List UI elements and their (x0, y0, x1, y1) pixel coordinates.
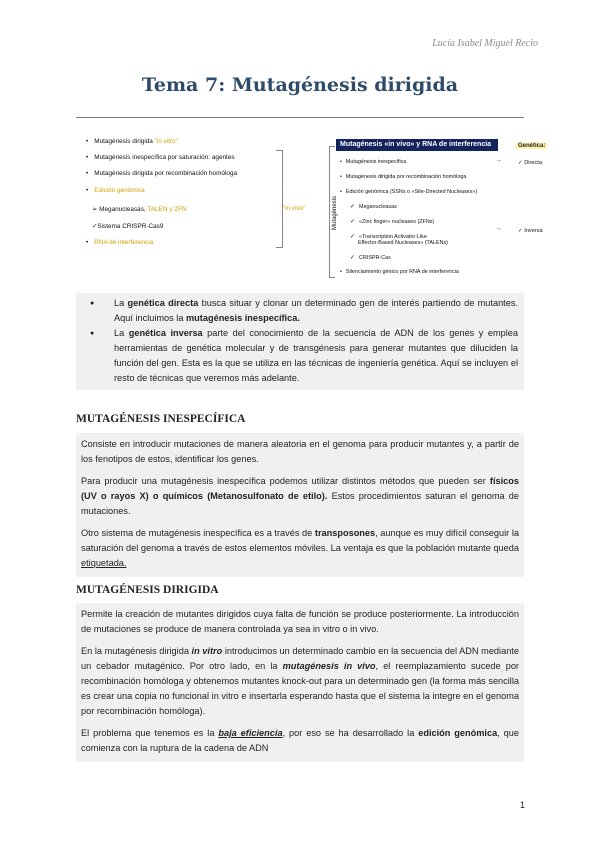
figure-vertical-label: Mutagénesis (332, 195, 339, 231)
section1-paragraph: Otro sistema de mutagénesis inespecífica es a través de transposones, aunque es muy difícil conseguir la saturación del genoma a través de estos elementos móviles. La ventaja es que la población mutante queda etiquetada. (81, 528, 519, 568)
title-divider (76, 117, 524, 118)
figure-left-item: • Edición genómica (86, 187, 145, 194)
figure-left-item: • Mutagénesis inespecífica por saturación: agentes (86, 154, 235, 161)
figure-left-item: ➢ Meganucleasas, TALEN y ZFN (92, 206, 187, 213)
figure-vertical-brace (329, 146, 335, 278)
figure-mid-item: ✓ «Transcription Activator-Like (350, 233, 427, 240)
figure-right-header: Genética: (518, 143, 546, 149)
intro-item-reverse-genetics: ● La genética inversa parte del conocimiento de la secuencia de ADN de los genes y emplea herramientas de genética molecular y de transgénesis para generar mutantes que diluciden la función del gen. Esta es la que se utiliza en las técnicas de ingeniería genética. Aquí se incluyen el resto de técnicas que veremos más adelante. (114, 326, 518, 386)
section1-box (76, 433, 524, 577)
figure-mid-item: • Silenciamiento génico por RNA de interferencia (340, 269, 459, 275)
figure-mid-item: ✓ Meganucleasas (350, 203, 397, 210)
figure-right-item: ✓ Directa (518, 160, 542, 166)
figure-arrow: → (495, 157, 502, 164)
section-heading-dirigida: MUTAGÉNESIS DIRIGIDA (76, 584, 219, 596)
figure-mid-item: ✓ «Zinc finger» nucleases (ZFNs) (350, 218, 434, 225)
section-heading-inespecifica: MUTAGÉNESIS INESPECÍFICA (76, 413, 246, 425)
figure-middle-header: Mutagénesis «in vivo» y RNA de interferencia (336, 139, 498, 151)
figure-right-item: ✓ Inversa (518, 228, 543, 234)
section2-box (76, 603, 524, 762)
section1-paragraph: Consiste en introducir mutaciones de manera aleatoria en el genoma para producir mutantes y, a partir de los fenotipos de estos, identificar los genes. (81, 439, 519, 464)
intro-list (76, 296, 524, 386)
intro-item-direct-genetics: ● La genética directa busca situar y clonar un determinado gen de interés partiendo de mutantes. Aquí incluimos la mutagénesis inespecífica. (114, 296, 518, 326)
figure-left-item: • Mutagénesis dirigida “in vitro” (86, 138, 178, 145)
section2-paragraph: Permite la creación de mutantes dirigidos cuya falta de función se produce posteriormente. La introducción de mutaciones se produce de manera controlada ya sea in vitro o in vivo. (81, 609, 519, 634)
figure-arrow: → (495, 225, 502, 232)
figure-left-item: • Mutagénesis dirigida por recombinación homóloga (86, 170, 237, 177)
figure-left-item: • RNA de interferencia (86, 239, 153, 246)
section2-paragraph: En la mutagénesis dirigida in vitro introducimos un determinado cambio en la secuencia del ADN mediante un cebador mutagénico. Por otro lado, en la mutagénesis in vivo, el reemplazamiento sucede por recombinación homóloga y obtenemos mutantes knock-out para un determinado gen (la forma más sencilla es crear una copia no funcional in vitro e insertarla esperando hasta que el sistema la integre en el genoma por recombinación homóloga). (81, 646, 519, 716)
section2-paragraph: El problema que tenemos es la baja eficiencia, por eso se ha desarrollado la edición genómica, que comienza con la ruptura de la cadena de ADN (81, 728, 519, 753)
page-title: Tema 7: Mutagénesis dirigida (141, 74, 459, 96)
intro-box (76, 293, 524, 390)
figure-brace-label: “in vivo” (283, 205, 306, 212)
figure-mid-item: ✓ CRISPR-Cas (350, 254, 391, 261)
section1-paragraph: Para producir una mutagénesis inespecífica podemos utilizar distintos métodos que pueden ser físicos (UV o rayos X) o químicos (Metanosulfonato de etilo). Estos procedimientos saturan el genoma de mutaciones. (81, 476, 520, 516)
figure-mid-item: • Mutagénesis inespecífica (340, 159, 406, 165)
figure-brace (276, 150, 283, 248)
figure-left-item: ✓Sistema CRISPR-Cas9 (92, 223, 164, 230)
figure-mid-item: • Mutagénesis dirigida por recombinación homóloga (340, 174, 466, 180)
page-number: 1 (519, 800, 525, 810)
author-name: Lucía Isabel Miguel Recio (432, 38, 538, 49)
figure-mid-item: • Edición genómica (SSNs o «Site-Directed Nucleases») (340, 189, 477, 195)
figure-mid-item: Effector-Based Nucleases» (TALENs) (358, 240, 448, 246)
